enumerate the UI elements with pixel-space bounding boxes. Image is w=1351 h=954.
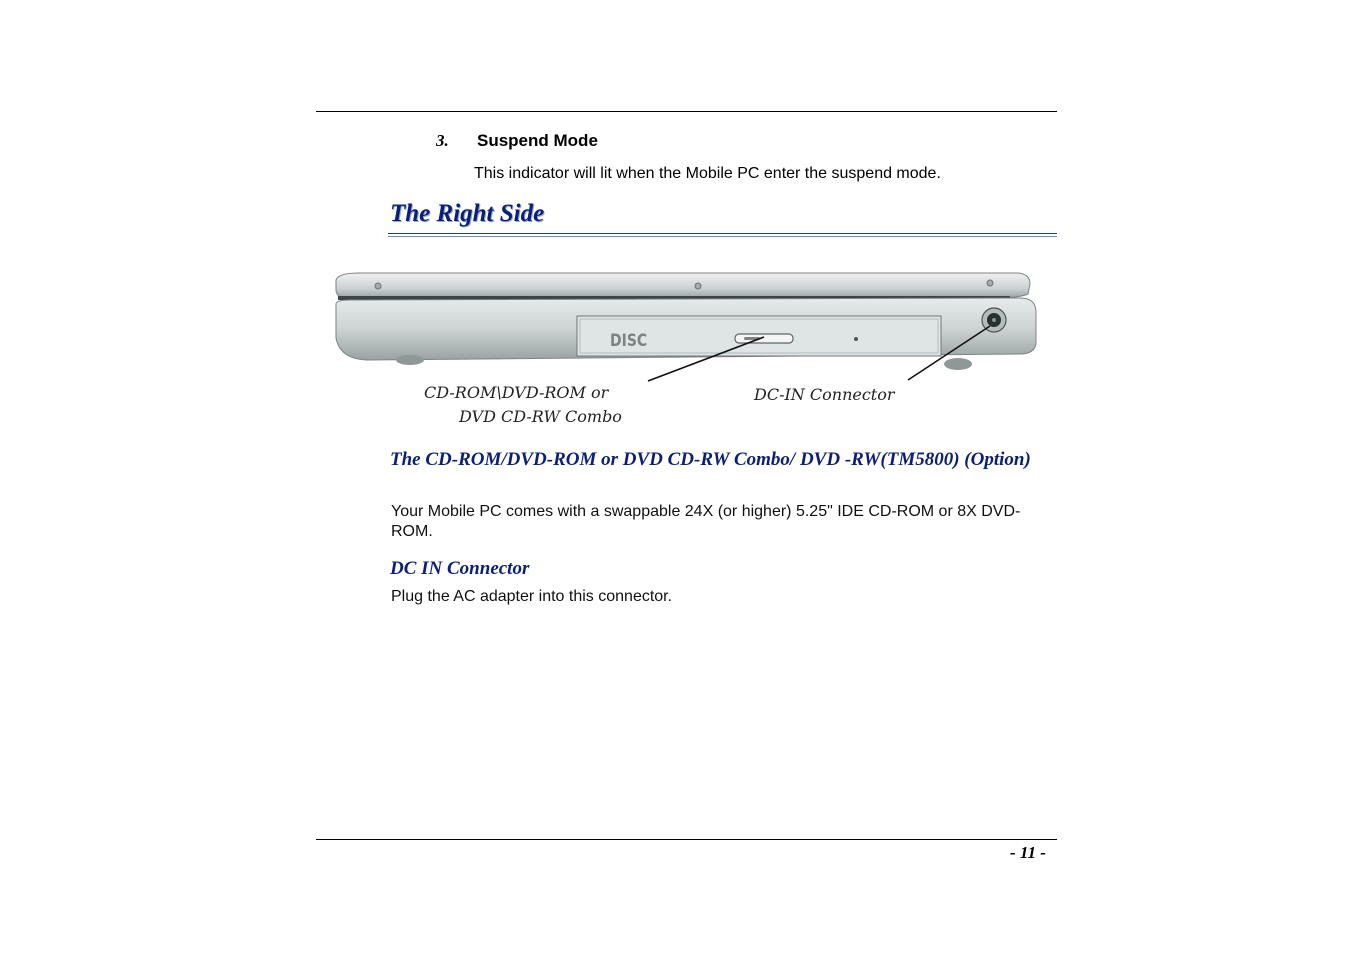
callout-cdrom-line2: DVD CD-RW Combo — [459, 407, 622, 426]
header-rule — [316, 111, 1057, 112]
callout-dcin: DC-IN Connector — [754, 385, 895, 404]
footer-rule — [316, 839, 1057, 840]
dcin-heading: DC IN Connector — [390, 558, 530, 579]
cdrom-heading: The CD-ROM/DVD-ROM or DVD CD-RW Combo/ DVD -RW(TM5800) (Option) — [390, 449, 1031, 470]
laptop-right-side-figure — [330, 268, 1042, 430]
page-number: - 11 - — [1010, 843, 1046, 862]
suspend-mode-title: Suspend Mode — [477, 131, 598, 150]
cdrom-text: Your Mobile PC comes with a swappable 24X (or higher) 5.25" IDE CD-ROM or 8X DVD-ROM. — [391, 503, 1021, 540]
dcin-text: Plug the AC adapter into this connector. — [391, 588, 673, 605]
title-rule-secondary — [388, 236, 1057, 237]
suspend-mode-text: This indicator will lit when the Mobile PC enter the suspend mode. — [474, 165, 941, 182]
title-rule — [388, 233, 1057, 234]
section-number: 3. — [436, 131, 449, 150]
disc-logo: DISC — [610, 330, 648, 351]
callout-cdrom-line1: CD-ROM\DVD-ROM or — [424, 383, 609, 402]
page-title: The Right Side — [390, 200, 545, 227]
